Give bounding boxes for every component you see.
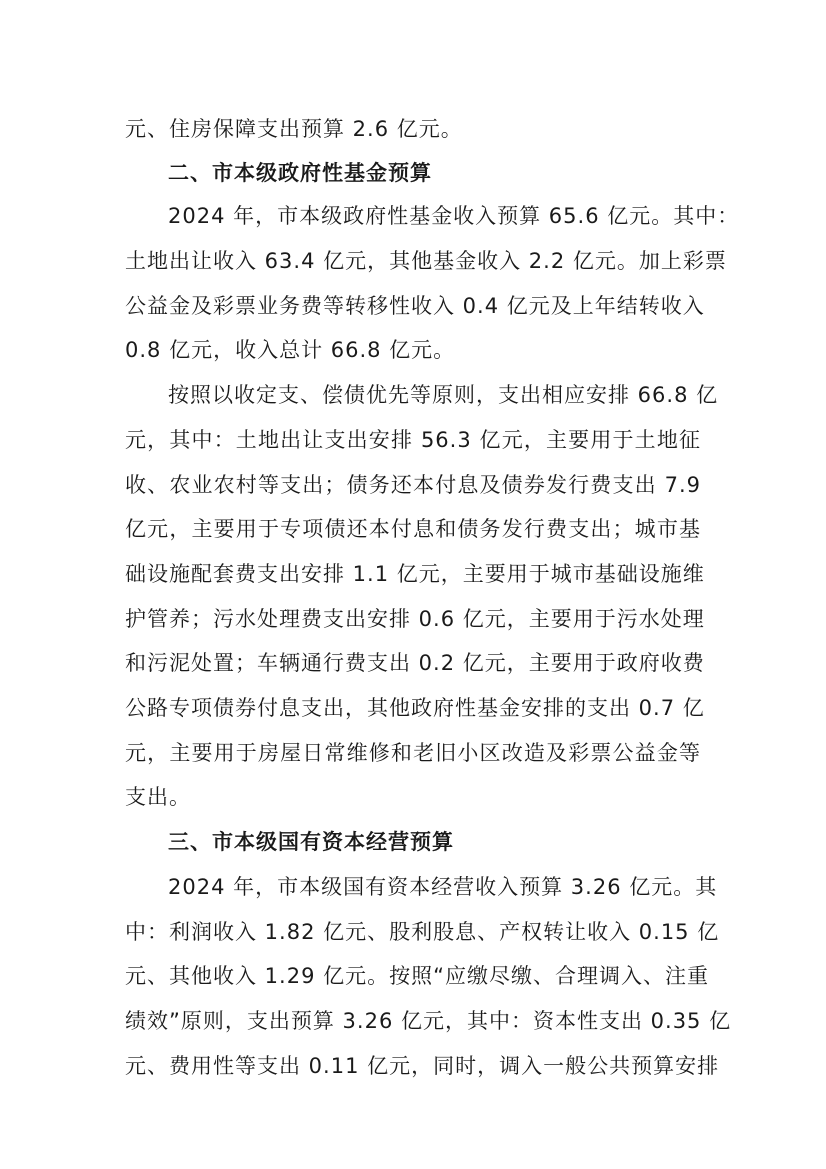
text-line: 础设施配套费支出安排 1.1 亿元，主要用于城市基础设施维 [125, 562, 705, 586]
text-line: 元，其中：土地出让支出安排 56.3 亿元，主要用于土地征 [125, 428, 701, 452]
text-line: 元、其他收入 1.29 亿元。按照“应缴尽缴、合理调入、注重 [125, 964, 709, 988]
text-line: 收、农业农村等支出；债务还本付息及债券发行费支出 7.9 [125, 473, 701, 497]
text-line: 中：利润收入 1.82 亿元、股利股息、产权转让收入 0.15 亿 [125, 920, 720, 944]
text-line: 2024 年，市本级国有资本经营收入预算 3.26 亿元。其 [168, 875, 718, 899]
text-line: 元，主要用于房屋日常维修和老旧小区改造及彩票公益金等 [125, 741, 701, 765]
text-line: 支出。 [125, 785, 191, 809]
section-heading-government-fund: 二、市本级政府性基金预算 [168, 161, 432, 185]
text-line: 亿元，主要用于专项债还本付息和债务发行费支出；城市基 [125, 517, 701, 541]
text-line: 土地出让收入 63.4 亿元，其他基金收入 2.2 亿元。加上彩票 [125, 249, 727, 273]
text-line: 0.8 亿元，收入总计 66.8 亿元。 [125, 338, 456, 362]
text-line: 元、费用性等支出 0.11 亿元，同时，调入一般公共预算安排 [125, 1054, 720, 1078]
text-line: 护管养；污水处理费支出安排 0.6 亿元，主要用于污水处理 [125, 607, 705, 631]
text-line: 和污泥处置；车辆通行费支出 0.2 亿元，主要用于政府收费 [125, 651, 705, 675]
text-line: 绩效”原则，支出预算 3.26 亿元，其中：资本性支出 0.35 亿 [125, 1009, 732, 1033]
text-line: 公路专项债券付息支出，其他政府性基金安排的支出 0.7 亿 [125, 696, 705, 720]
text-line: 公益金及彩票业务费等转移性收入 0.4 亿元及上年结转收入 [125, 294, 705, 318]
text-line: 按照以收定支、偿债优先等原则，支出相应安排 66.8 亿 [168, 383, 719, 407]
section-heading-state-capital: 三、市本级国有资本经营预算 [168, 830, 454, 854]
text-line: 元、住房保障支出预算 2.6 亿元。 [125, 117, 463, 141]
text-line: 2024 年，市本级政府性基金收入预算 65.6 亿元。其中： [168, 204, 740, 228]
